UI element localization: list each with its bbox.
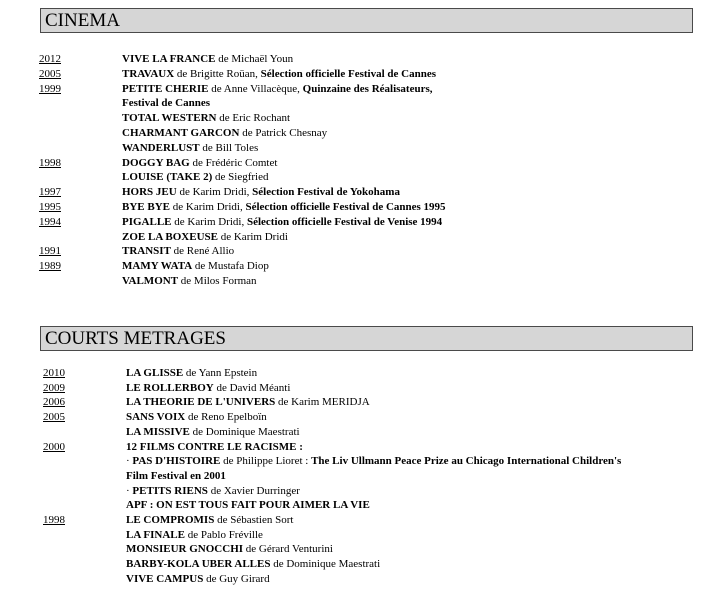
year-label: 1999 [39, 82, 61, 95]
list-item [0, 126, 716, 141]
entry-credit: de Anne Villacèque, [208, 82, 303, 95]
entry-text [126, 366, 257, 381]
year-label: 1998 [39, 156, 61, 169]
list-item [0, 454, 716, 469]
entry-title: WANDERLUST [122, 141, 200, 154]
list-item [0, 469, 716, 484]
entry-credit: de Bill Toles [199, 141, 259, 154]
entry-text [122, 52, 293, 67]
entry-text [122, 244, 234, 259]
entry-credit: de Karim Dridi, [171, 215, 247, 228]
year-label: 1997 [39, 186, 61, 199]
entry-title: HORS JEU [122, 186, 177, 199]
list-item [0, 484, 716, 499]
entry-title: LA GLISSE [126, 367, 184, 379]
entry-text [126, 440, 303, 455]
entry-title: DOGGY BAG [122, 156, 190, 169]
list-item [0, 410, 716, 425]
list-item [0, 200, 716, 215]
entry-title: Festival de Cannes [122, 97, 210, 110]
list-item [0, 498, 716, 513]
entry-credit: de Karim Dridi, [170, 201, 246, 213]
list-item [0, 185, 716, 200]
entry-text [126, 425, 300, 440]
entry-text [122, 259, 269, 274]
year-label: 1989 [39, 260, 61, 273]
entry-credit: de Guy Girard [203, 572, 270, 585]
entry-title: SANS VOIX [126, 411, 186, 424]
entry-text [122, 156, 277, 171]
list-item [0, 230, 716, 245]
list-item [0, 170, 716, 185]
list-item [0, 215, 716, 230]
entry-title: Film Festival en 2001 [126, 469, 226, 482]
entry-title: LA THEORIE DE L'UNIVERS [126, 396, 276, 409]
entry-text [122, 215, 442, 230]
entry-credit: de Dominique Maestrati [270, 558, 381, 571]
entry-title: VALMONT [122, 275, 179, 287]
entry-credit: de Eric Rochant [216, 112, 291, 125]
entry-title: 12 FILMS CONTRE LE RACISME : [126, 440, 303, 453]
list-item [0, 96, 716, 111]
year-label: 1998 [43, 514, 65, 526]
year-label: 2000 [43, 440, 65, 453]
entry-text [122, 170, 268, 185]
year-label: 2005 [43, 411, 65, 424]
entry-credit: de Xavier Durringer [207, 484, 300, 497]
entry-title: TRAVAUX [122, 67, 175, 80]
entry-credit: de Milos Forman [178, 275, 257, 287]
entry-text [122, 126, 327, 141]
entry-title: LE COMPROMIS [126, 514, 215, 526]
entry-credit: de Pablo Fréville [185, 528, 263, 541]
year-label: 1994 [39, 215, 61, 228]
entry-title: Sélection Festival de Yokohama [252, 186, 400, 199]
cinema-section-header [40, 8, 693, 33]
list-item [0, 425, 716, 440]
entry-credit: de Patrick Chesnay [239, 127, 328, 139]
entry-title: LA FINALE [126, 528, 185, 541]
entry-credit: de Karim MERIDJA [275, 396, 370, 409]
entry-title: The Liv Ullmann Peace Prize au Chicago International Children's [311, 455, 622, 468]
entry-text [126, 395, 370, 410]
entry-credit: de Karim Dridi [217, 230, 288, 243]
list-item [0, 52, 716, 67]
entry-title: APF : ON EST TOUS FAIT POUR AIMER LA VIE [126, 499, 370, 512]
entry-text [126, 513, 293, 528]
list-item [0, 528, 716, 543]
entry-title: PETITS RIENS [132, 484, 208, 497]
entry-title: Sélection officielle Festival de Cannes [260, 67, 436, 80]
entry-text [126, 410, 267, 425]
entry-text [126, 381, 290, 396]
entry-title: TOTAL WESTERN [122, 112, 217, 125]
entry-text [126, 498, 370, 513]
entry-credit: de Siegfried [212, 171, 269, 184]
entry-title: VIVE CAMPUS [126, 572, 204, 585]
entry-title: Sélection officielle Festival de Cannes 1995 [245, 201, 446, 213]
entry-text [122, 141, 258, 156]
entry-text [122, 274, 257, 289]
entry-credit: · [126, 455, 133, 468]
entry-text [126, 454, 621, 469]
entry-title: LA MISSIVE [126, 425, 190, 438]
entry-text [122, 67, 436, 82]
year-label: 2012 [39, 53, 61, 65]
entry-text [126, 528, 263, 543]
entry-title: PETITE CHERIE [122, 82, 209, 95]
entry-title: ZOE LA BOXEUSE [122, 230, 218, 243]
list-item [0, 141, 716, 156]
list-item [0, 513, 716, 528]
entry-title: CHARMANT GARCON [122, 127, 240, 139]
entry-credit: de Michaël Youn [215, 53, 294, 65]
entry-credit: de David Méanti [213, 381, 291, 394]
entry-title: VIVE LA FRANCE [122, 53, 216, 65]
entry-credit: de Reno Epelboïn [185, 411, 267, 424]
courts-section-header [40, 326, 693, 351]
entry-title: BYE BYE [122, 201, 170, 213]
entry-text [126, 542, 333, 557]
entry-credit: de Mustafa Diop [192, 260, 269, 273]
list-item [0, 542, 716, 557]
entry-credit: de Yann Epstein [183, 367, 258, 379]
entry-title: TRANSIT [122, 245, 171, 258]
list-item [0, 244, 716, 259]
list-item [0, 557, 716, 572]
entry-credit: de Brigitte Roüan, [174, 67, 261, 80]
entry-credit: · [126, 484, 133, 497]
entry-credit: de René Allio [170, 245, 235, 258]
cinema-title: CINEMA [45, 10, 120, 31]
year-label: 2005 [39, 67, 61, 80]
entry-title: MONSIEUR GNOCCHI [126, 543, 244, 556]
list-item [0, 259, 716, 274]
entry-text [126, 557, 380, 572]
list-item [0, 82, 716, 97]
entry-title: PAS D'HISTOIRE [132, 455, 221, 468]
entry-text [122, 200, 446, 215]
entry-credit: de Karim Dridi, [176, 186, 253, 199]
entry-text [126, 469, 226, 484]
entry-text [122, 82, 433, 97]
entry-title: MAMY WATA [122, 260, 193, 273]
entry-title: LE ROLLERBOY [126, 381, 214, 394]
entry-title: Sélection officielle Festival de Venise 1994 [246, 215, 443, 228]
list-item [0, 156, 716, 171]
list-item [0, 381, 716, 396]
courts-title: COURTS METRAGES [45, 328, 226, 349]
year-label: 2010 [43, 367, 65, 379]
entry-text [122, 96, 210, 111]
list-item [0, 440, 716, 455]
entry-title: Quinzaine des Réalisateurs, [302, 82, 433, 95]
entry-title: BARBY-KOLA UBER ALLES [126, 558, 271, 571]
year-label: 2009 [43, 381, 65, 394]
list-item [0, 395, 716, 410]
year-label: 1991 [39, 245, 61, 258]
entry-title: PIGALLE [122, 215, 172, 228]
entry-credit: de Frédéric Comtet [189, 156, 278, 169]
list-item [0, 274, 716, 289]
entry-text [126, 484, 300, 499]
entry-credit: de Sébastien Sort [214, 514, 294, 526]
entry-credit: de Gérard Venturini [243, 543, 333, 556]
entry-credit: de Philippe Lioret : [220, 455, 312, 468]
year-label: 2006 [43, 396, 65, 409]
list-item [0, 67, 716, 82]
list-item [0, 366, 716, 381]
entry-credit: de Dominique Maestrati [189, 425, 300, 438]
entry-title: LOUISE (TAKE 2) [122, 171, 213, 184]
entry-text [122, 230, 288, 245]
year-label: 1995 [39, 201, 61, 213]
entry-text [122, 185, 400, 200]
entry-text [126, 572, 270, 587]
list-item [0, 111, 716, 126]
entry-text [122, 111, 290, 126]
list-item [0, 572, 716, 587]
